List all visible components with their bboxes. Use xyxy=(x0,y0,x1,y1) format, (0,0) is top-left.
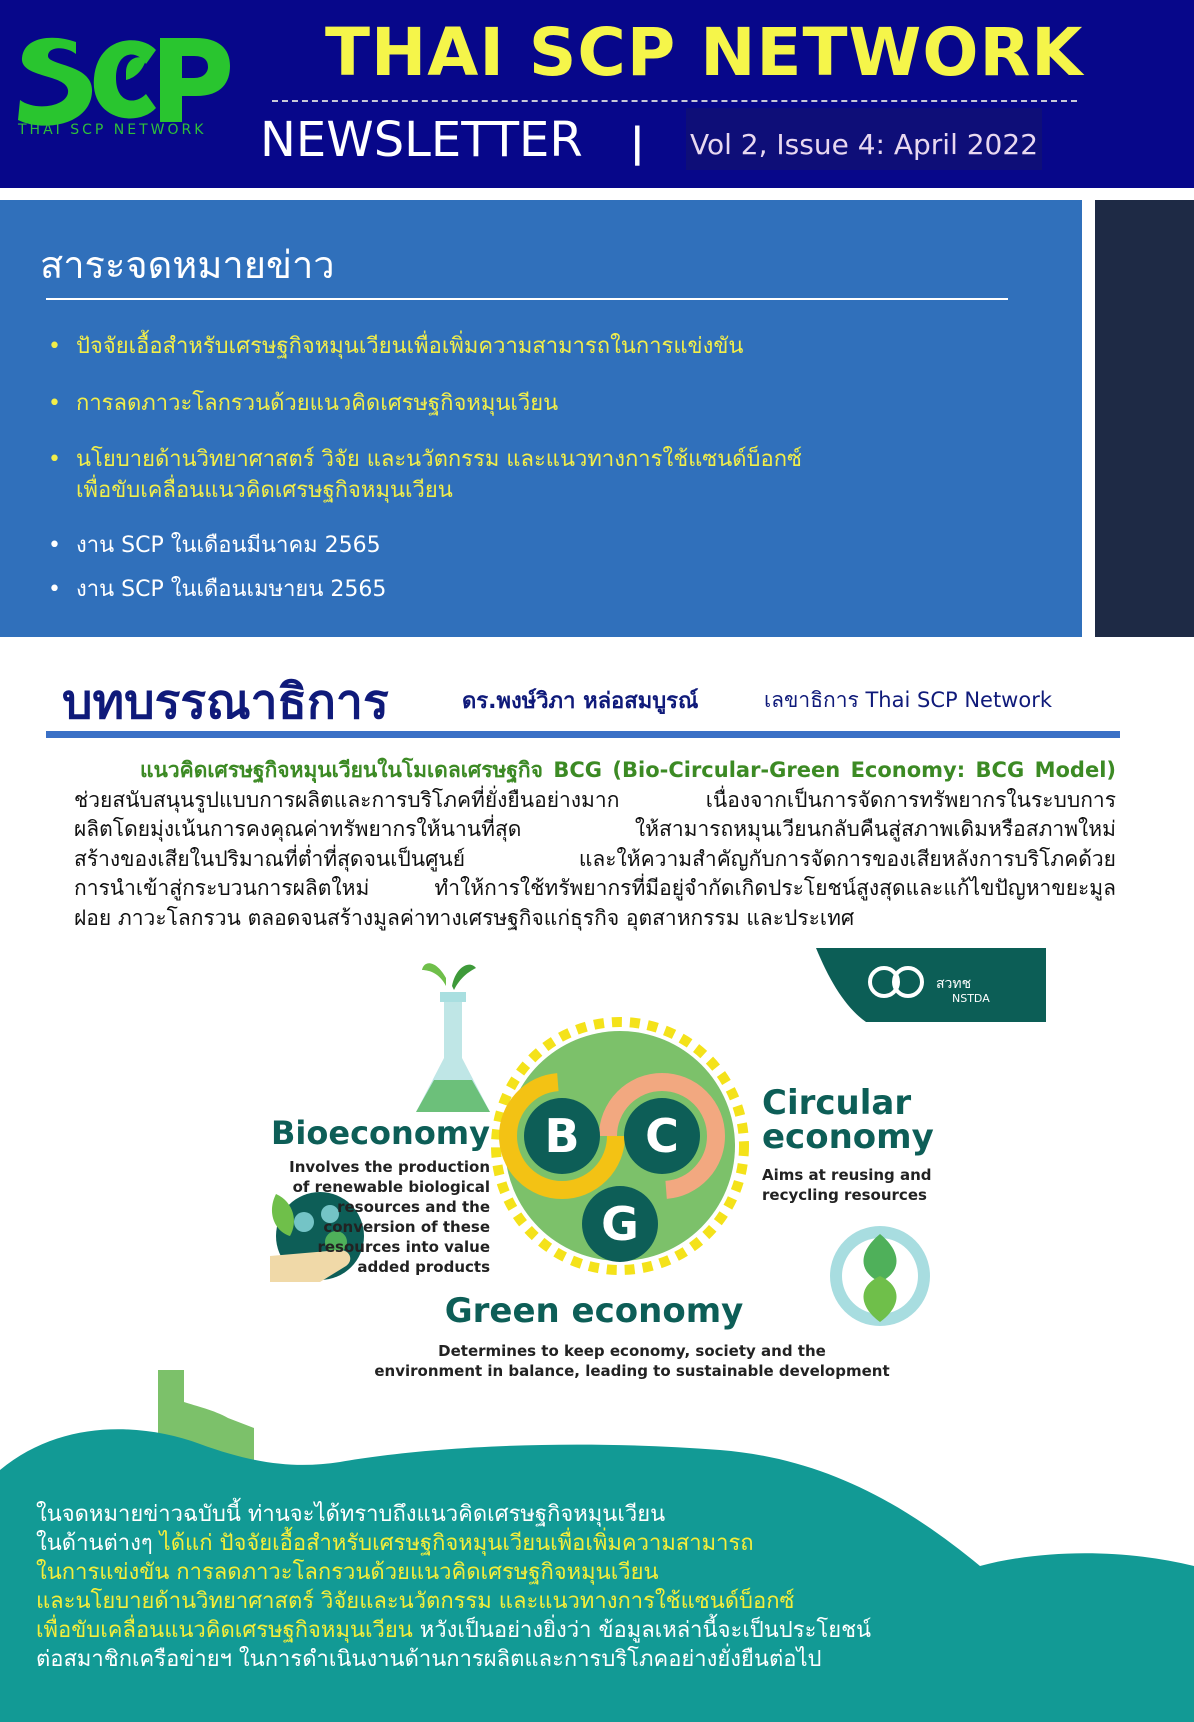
toc-divider xyxy=(46,298,1008,300)
bullet-icon: • xyxy=(48,533,61,558)
svg-text:conversion of these: conversion of these xyxy=(323,1218,490,1236)
circular-desc xyxy=(762,1166,932,1204)
circular-leaf-icon xyxy=(830,1226,930,1326)
closing-line: เพื่อขับเคลื่อนแนวคิดเศรษฐกิจหมุนเวียน หวังเป็นอย่างยิ่งว่า ข้อมูลเหล่านี้จะเป็นประโยชน์ xyxy=(36,1618,872,1643)
toc-item[interactable]: • งาน SCP ในเดือนเมษายน 2565 xyxy=(48,574,386,605)
svg-text:economy: economy xyxy=(762,1117,934,1157)
logo-subtext: THAI SCP NETWORK xyxy=(18,122,207,138)
paragraph-line: แนวคิดเศรษฐกิจหมุนเวียนในโมเดลเศรษฐกิจ BCG (Bio-Circular-Green Economy: BCG Model) xyxy=(140,758,1116,782)
svg-text:Circular: Circular xyxy=(762,1083,912,1123)
svg-text:Involves the production: Involves the production xyxy=(289,1158,490,1176)
paragraph-line: ฝอย ภาวะโลกรวน ตลอดจนสร้างมูลค่าทางเศรษฐกิจแก่ธุรกิจ อุตสาหกรรม และประเทศ xyxy=(74,905,855,930)
editorial-author-role: เลขาธิการ Thai SCP Network xyxy=(764,688,1053,712)
letter-g: G xyxy=(601,1197,639,1251)
bullet-icon: • xyxy=(48,447,61,472)
paragraph-line: การนำเข้าสู่กระบวนการผลิตใหม่ ทำให้การใช้ทรัพยากรที่มีอยู่จำกัดเกิดประโยชน์สูงสุดและแก้ไขปัญหาขยะมูล xyxy=(74,876,1116,901)
svg-text:Aims at reusing and: Aims at reusing and xyxy=(762,1166,932,1184)
paragraph-line: สร้างของเสียในปริมาณที่ต่ำที่สุดจนเป็นศูนย์ และให้ความสำคัญกับการจัดการของเสียหลังการบริโภคด้วย xyxy=(74,846,1116,871)
nstda-label: สวทช xyxy=(936,976,972,992)
bullet-icon: • xyxy=(48,391,61,416)
table-of-contents xyxy=(0,200,1082,637)
svg-text:resources and the: resources and the xyxy=(337,1198,490,1216)
paragraph-line: ช่วยสนับสนุนรูปแบบการผลิตและการบริโภคที่ยั่งยืนอย่างมาก เนื่องจากเป็นการจัดการทรัพยากรในระบบการ xyxy=(74,787,1116,812)
issue-label: Vol 2, Issue 4: April 2022 xyxy=(689,128,1039,161)
bioeconomy-title: Bioeconomy xyxy=(271,1114,490,1152)
editorial-author: ดร.พงษ์วิภา หล่อสมบูรณ์ xyxy=(462,689,699,714)
closing-line: และนโยบายด้านวิทยาศาสตร์ วิจัยและนวัตกรรม และแนวทางการใช้แซนด์บ็อกซ์ xyxy=(36,1589,795,1614)
closing-line: ต่อสมาชิกเครือข่ายฯ ในการดำเนินงานด้านการผลิตและการบริโภคอย่างยั่งยืนต่อไป xyxy=(36,1647,822,1672)
svg-text:environment in balance, leadin: environment in balance, leading to sustainable development xyxy=(374,1362,890,1380)
newsletter-title: THAI SCP NETWORK xyxy=(325,14,1084,91)
toc-item[interactable]: • นโยบายด้านวิทยาศาสตร์ วิจัย และนวัตกรรม และแนวทางการใช้แซนด์บ็อกซ์ เพื่อขับเคลื่อนแนวคิดเศรษฐกิจหมุนเวียน xyxy=(48,444,802,506)
closing-line: ในจดหมายข่าวฉบับนี้ ท่านจะได้ทราบถึงแนวคิดเศรษฐกิจหมุนเวียน xyxy=(36,1502,666,1527)
newsletter-label: NEWSLETTER xyxy=(260,112,583,168)
svg-text:of renewable biological: of renewable biological xyxy=(292,1178,490,1196)
newsletter-header xyxy=(0,0,1194,188)
letter-b: B xyxy=(544,1109,580,1163)
bcg-model-figure xyxy=(200,946,1060,1386)
closing-line: ในด้านต่างๆ ได้แก่ ปัจจัยเอื้อสำหรับเศรษฐกิจหมุนเวียนเพื่อเพิ่มความสามารถ xyxy=(36,1531,754,1556)
toc-title: สาระจดหมายข่าว xyxy=(40,243,335,287)
header-separator: | xyxy=(630,120,645,166)
side-panel xyxy=(1095,200,1194,637)
paragraph-line: ผลิตโดยมุ่งเน้นการคงคุณค่าทรัพยากรให้นานที่สุด ให้สามารถหมุนเวียนกลับคืนสู่สภาพเดิมหรือสภาพใหม่ xyxy=(74,817,1116,842)
editorial-paragraph xyxy=(74,756,1116,934)
nstda-sub: NSTDA xyxy=(952,992,990,1005)
svg-text:resources into value: resources into value xyxy=(317,1238,490,1256)
toc-item[interactable]: • ปัจจัยเอื้อสำหรับเศรษฐกิจหมุนเวียนเพื่อเพิ่มความสามารถในการแข่งขัน xyxy=(48,331,743,362)
svg-text:added products: added products xyxy=(357,1258,490,1276)
editorial-divider xyxy=(46,731,1120,738)
letter-c: C xyxy=(645,1109,679,1163)
editorial-title: บทบรรณาธิการ xyxy=(62,674,389,730)
issue-box xyxy=(686,108,1042,170)
svg-text:Determines to keep economy, so: Determines to keep economy, society and the xyxy=(438,1342,826,1360)
toc-item[interactable]: • งาน SCP ในเดือนมีนาคม 2565 xyxy=(48,530,381,561)
green-title: Green economy xyxy=(444,1291,744,1331)
flask-icon xyxy=(416,963,490,1112)
closing-line: ในการแข่งขัน การลดภาวะโลกรวนด้วยแนวคิดเศรษฐกิจหมุนเวียน xyxy=(36,1560,659,1585)
toc-item[interactable]: • การลดภาวะโลกรวนด้วยแนวคิดเศรษฐกิจหมุนเวียน xyxy=(48,388,558,419)
bullet-icon: • xyxy=(48,577,61,602)
svg-text:recycling resources: recycling resources xyxy=(762,1186,927,1204)
closing-paragraph xyxy=(36,1500,936,1674)
circular-title xyxy=(762,1083,934,1157)
header-divider xyxy=(272,100,1077,102)
bullet-icon: • xyxy=(48,334,61,359)
